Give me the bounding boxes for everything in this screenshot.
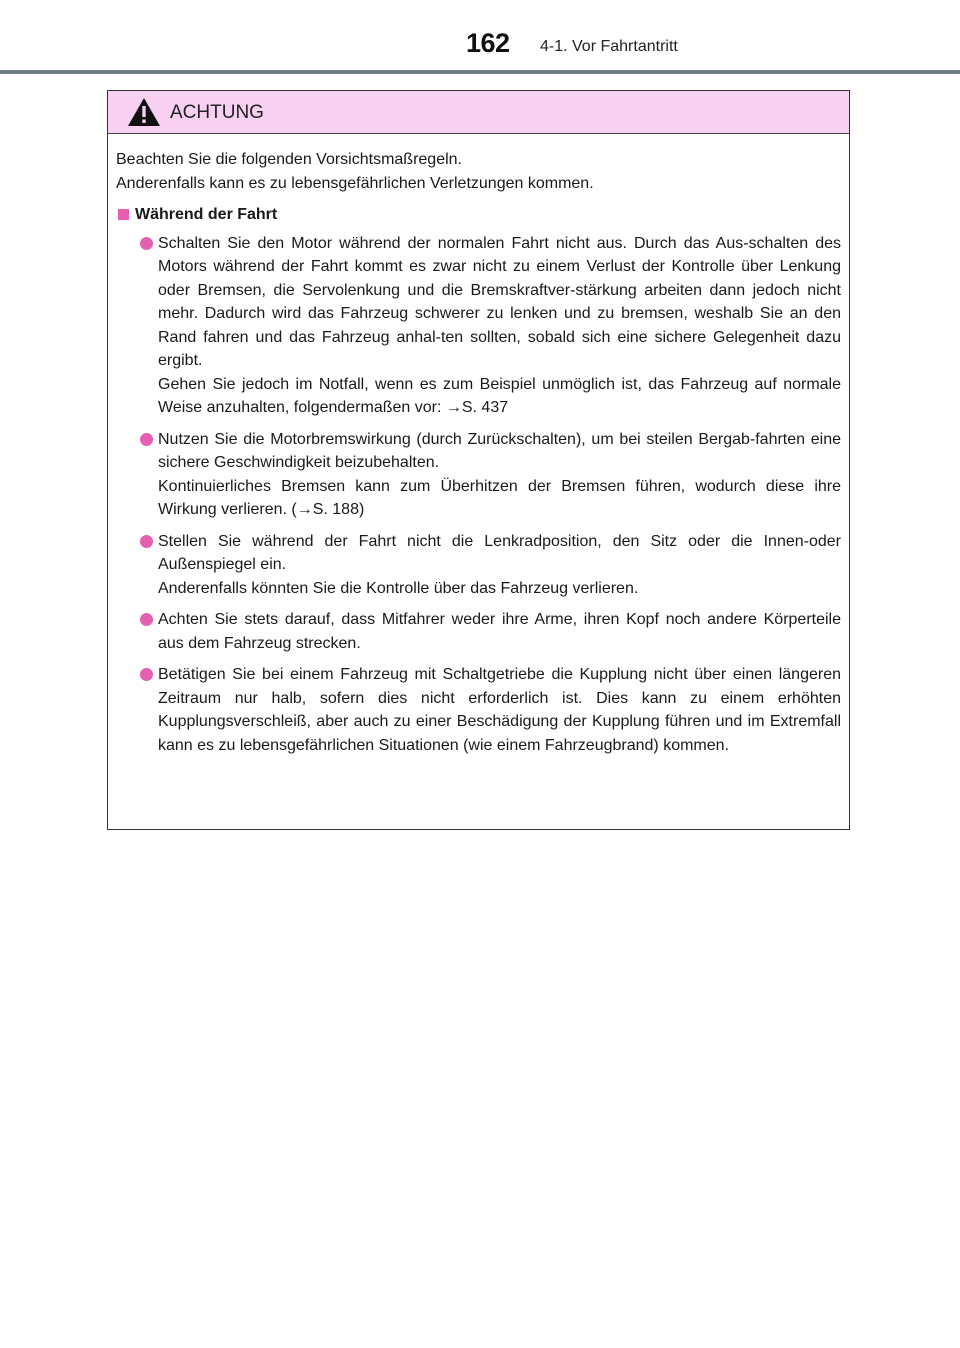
header-rule <box>0 70 960 74</box>
bullet-paragraph: Stellen Sie während der Fahrt nicht die Lenkradposition, den Sitz oder die Innen-oder Außenspiegel ein. <box>158 532 841 573</box>
bullet-paragraph: Nutzen Sie die Motorbremswirkung (durch Zurückschalten), um bei steilen Bergab-fahrten eine sichere Geschwindigkeit beizubehalten. <box>158 430 841 471</box>
bullet-list <box>116 232 841 758</box>
circle-bullet-icon <box>140 668 153 681</box>
bullet-paragraph: Anderenfalls könnten Sie die Kontrolle über das Fahrzeug verlieren. <box>158 579 639 597</box>
warning-box <box>107 90 850 830</box>
circle-bullet-icon <box>140 535 153 548</box>
bullet-paragraph: Achten Sie stets darauf, dass Mitfahrer weder ihre Arme, ihren Kopf noch andere Körperteile aus dem Fahrzeug strecken. <box>158 611 841 652</box>
bullet-item <box>140 428 841 522</box>
subheading <box>116 203 841 227</box>
bullet-paragraph: Schalten Sie den Motor während der normalen Fahrt nicht aus. Durch das Aus-schalten des Motors während der Fahrt kommt es zwar nicht zu einem Verlust der Kontrolle über Lenkung oder Bremsen, die Servolenkung und die Bremskraftver-stärkung arbeiten dann jedoch nicht mehr. Dadurch wird das Fahrzeug schwerer zu lenken und zu bremsen, weshalb Sie an den Rand fahren und das Fahrzeug anhal-ten sollten, sobald sich eine sichere Gelegenheit dazu ergibt. <box>158 234 841 369</box>
warning-triangle-icon <box>127 97 161 127</box>
section-title: 4-1. Vor Fahrtantritt <box>540 38 678 55</box>
bullet-item <box>140 530 841 601</box>
circle-bullet-icon <box>140 237 153 250</box>
intro-line: Anderenfalls kann es zu lebensgefährlichen Verletzungen kommen. <box>116 174 594 192</box>
warning-intro <box>116 148 841 195</box>
bullet-item <box>140 608 841 655</box>
circle-bullet-icon <box>140 433 153 446</box>
bullet-paragraph: Kontinuierliches Bremsen kann zum Überhitzen der Bremsen führen, wodurch diese ihre Wirkung verlieren. (→S. 188) <box>158 477 841 518</box>
subheading-text: Während der Fahrt <box>135 206 278 223</box>
square-bullet-icon <box>118 209 129 220</box>
warning-label: ACHTUNG <box>170 102 264 123</box>
intro-line: Beachten Sie die folgenden Vorsichtsmaßregeln. <box>116 151 462 168</box>
bullet-item <box>140 232 841 420</box>
warning-header <box>108 91 849 134</box>
page-number: 162 <box>466 28 510 58</box>
bullet-paragraph: Betätigen Sie bei einem Fahrzeug mit Schaltgetriebe die Kupplung nicht über einen längeren Zeitraum nur halb, sofern dies nicht erforderlich ist. Dies kann zu einem erhöhten Kupplungsverschleiß, aber auch zu einer Beschädigung der Kupplung führen und im Extremfall kann es zu lebensgefährlichen Situationen (wie einem Fahrzeugbrand) kommen. <box>158 666 841 754</box>
circle-bullet-icon <box>140 613 153 626</box>
page-header <box>0 0 960 76</box>
bullet-item <box>140 663 841 757</box>
bullet-paragraph: Gehen Sie jedoch im Notfall, wenn es zum Beispiel unmöglich ist, das Fahrzeug auf normale Weise anzuhalten, folgendermaßen vor: →S. 437 <box>158 375 841 416</box>
warning-body <box>108 134 849 757</box>
